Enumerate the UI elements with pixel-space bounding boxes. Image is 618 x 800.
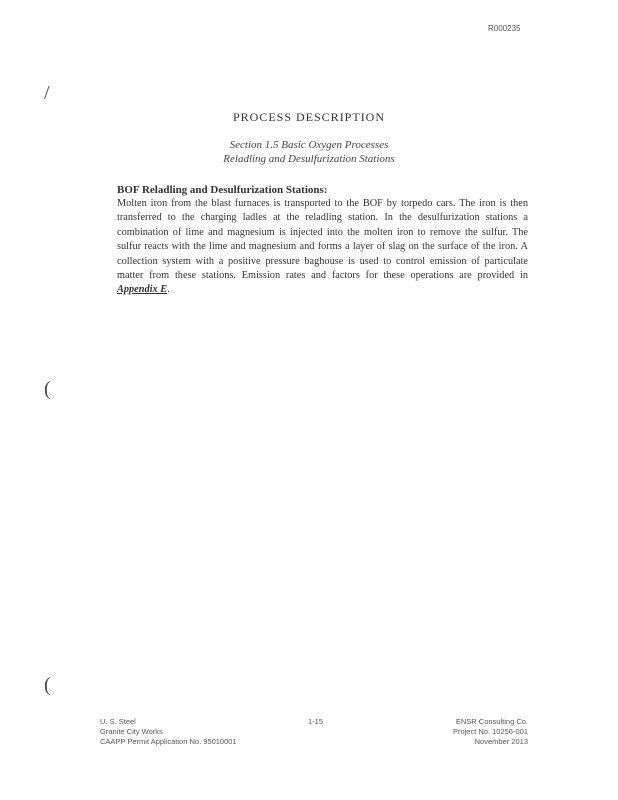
footer-company: U. S. Steel: [100, 717, 136, 726]
scan-mark-top: /: [44, 82, 50, 104]
scan-mark-middle: (: [44, 378, 51, 400]
footer-permit: CAAPP Permit Application No. 95010001: [100, 737, 237, 746]
paragraph-end: .: [167, 284, 170, 296]
footer-right: [430, 717, 528, 747]
footer-facility: Granite City Works: [100, 727, 163, 736]
subsection-title: Reladling and Desulfurization Stations: [223, 153, 395, 165]
page-title: PROCESS DESCRIPTION: [232, 110, 386, 124]
footer-project: Project No. 10256-001: [452, 727, 528, 736]
section-title: Section 1.5 Basic Oxygen Processes: [229, 139, 389, 151]
section-heading: BOF Reladling and Desulfurization Stations:: [117, 184, 328, 196]
body-paragraph: [117, 197, 528, 298]
footer-left: [100, 717, 237, 747]
footer-consultant: ENSR Consulting Co.: [455, 717, 528, 726]
page-id: R000235: [488, 24, 521, 33]
appendix-e-link[interactable]: Appendix E: [117, 284, 168, 296]
footer-date: November 2013: [474, 737, 528, 746]
scan-mark-bottom: (: [44, 674, 51, 696]
paragraph-text: Molten iron from the blast furnaces is transported to the BOF by torpedo cars. The iron is then transferred to the charging ladles at the reladling station. In the desulfurization stations a combination of lime and magnesium is injected into the molten iron to remove the sulfur. The sulfur reacts with the lime and magnesium and forms a layer of slag on the surface of the iron. A collection system with a positive pressure baghouse is used to control emission of particulate matter from these stations. Emission rates and factors for these operations are provided in: [117, 198, 528, 282]
page-number: 1-15: [308, 717, 324, 726]
